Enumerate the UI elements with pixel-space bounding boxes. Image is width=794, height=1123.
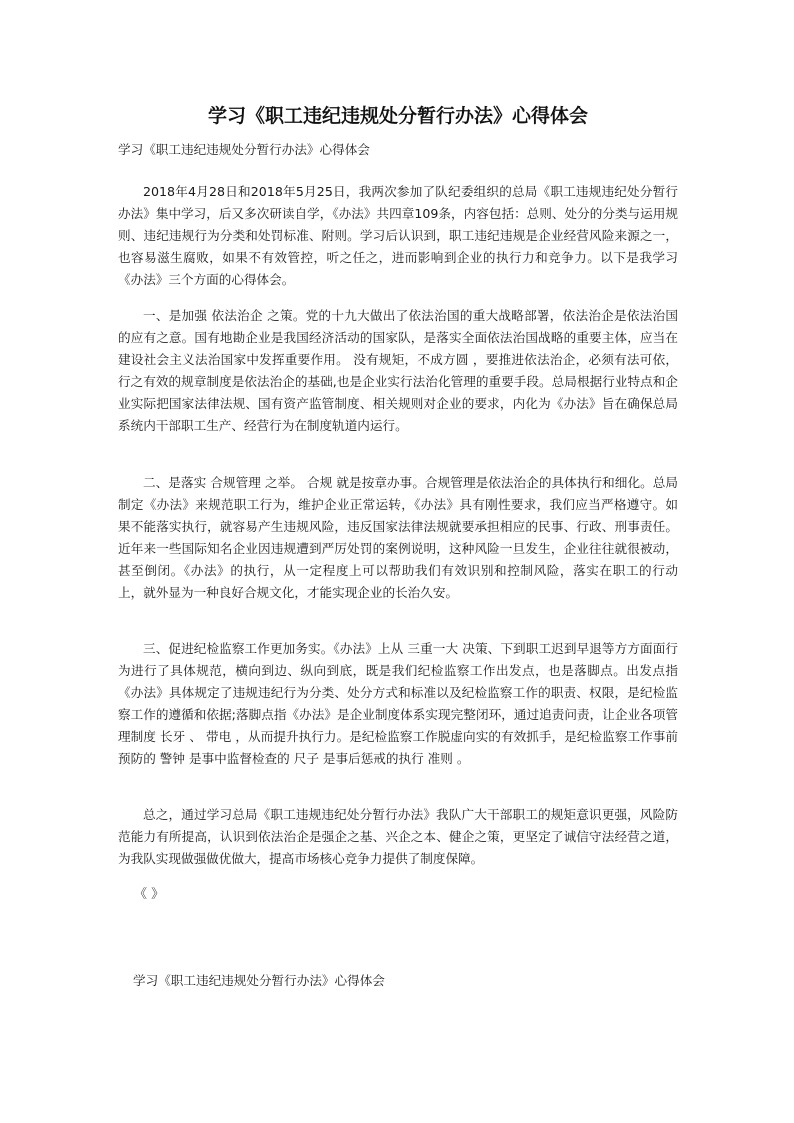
footer-title: 学习《职工违纪违规处分暂行办法》心得体会 <box>133 973 385 988</box>
empty-brackets: 《 》 <box>134 887 165 902</box>
paragraph-summary: 总之，通过学习总局《职工违规违纪处分暂行办法》我队广大干部职工的规矩意识更强，风险防范能力有所提高，认识到依法治企是强企之基、兴企之本、健企之策，更坚定了诚信守法经营之道，为我队实现做强做优做大，提高市场核心竞争力提供了制度保障。 <box>118 807 678 867</box>
paragraph-point-two: 二、是落实 合规管理 之举。 合规 就是按章办事。合规管理是依法治企的具体执行和细化。总局制定《办法》来规范职工行为，维护企业正常运转，《办法》具有刚性要求，我们应当严格遵守。如果不能落实执行，就容易产生违规风险，违反国家法律法规就要承担相应的民事、行政、刑事责任。近年来一些国际知名企业因违规遭到严厉处罚的案例说明，这种风险一旦发生，企业往往就很被动，甚至倒闭。《办法》的执行，从一定程度上可以帮助我们有效识别和控制风险，落实在职工的行动上，就外显为一种良好合规文化，才能实现企业的长治久安。 <box>118 475 678 601</box>
paragraph-point-three: 三、促进纪检监察工作更加务实。《办法》上从 三重一大 决策、下到职工迟到早退等方方面面行为进行了具体规范，横向到边、纵向到底，既是我们纪检监察工作出发点，也是落脚点。出发点指《办法》具体规定了违规违纪行为分类、处分方式和标准以及纪检监察工作的职责、权限，是纪检监察工作的遵循和依据;落脚点指《办法》是企业制度体系实现完整闭环，通过追责问责，让企业各项管理制度 长牙 、 带电 ，从而提升执行力。是纪检监察工作脱虚向实的有效抓手，是纪检监察工作事前预防的 警钟 是事中监督检查的 尺子 是事后惩戒的执行 准则 。 <box>118 641 678 767</box>
paragraph-point-one: 一、是加强 依法治企 之策。党的十九大做出了依法治国的重大战略部署，依法治企是依法治国的应有之意。国有地勘企业是我国经济活动的国家队，是落实全面依法治国战略的重要主体，应当在建设社会主义法治国家中发挥重要作用。 没有规矩，不成方圆 ，要推进依法治企，必须有法可依，行之有效的规章制度是依法治企的基础,也是企业实行法治化管理的重要手段。总局根据行业特点和企业实际把国家法律法规、国有资产监管制度、相关规则对企业的要求，内化为《办法》旨在确保总局系统内干部职工生产、经营行为在制度轨道内运行。 <box>118 308 678 434</box>
document-title: 学习《职工违纪违规处分暂行办法》心得体会 <box>207 105 588 127</box>
document-subtitle: 学习《职工违纪违规处分暂行办法》心得体会 <box>118 142 370 157</box>
paragraph-intro: 2018年4月28日和2018年5月25日，我两次参加了队纪委组织的总局《职工违规违纪处分暂行办法》集中学习，后又多次研读自学，《办法》共四章109条，内容包括：总则、处分的分类与运用规则、违纪违规行为分类和处罚标准、附则。学习后认识到，职工违纪违规是企业经营风险来源之一，也容易滋生腐败，如果不有效管控，听之任之，进而影响到企业的执行力和竞争力。以下是我学习《办法》三个方面的心得体会。 <box>118 184 678 288</box>
